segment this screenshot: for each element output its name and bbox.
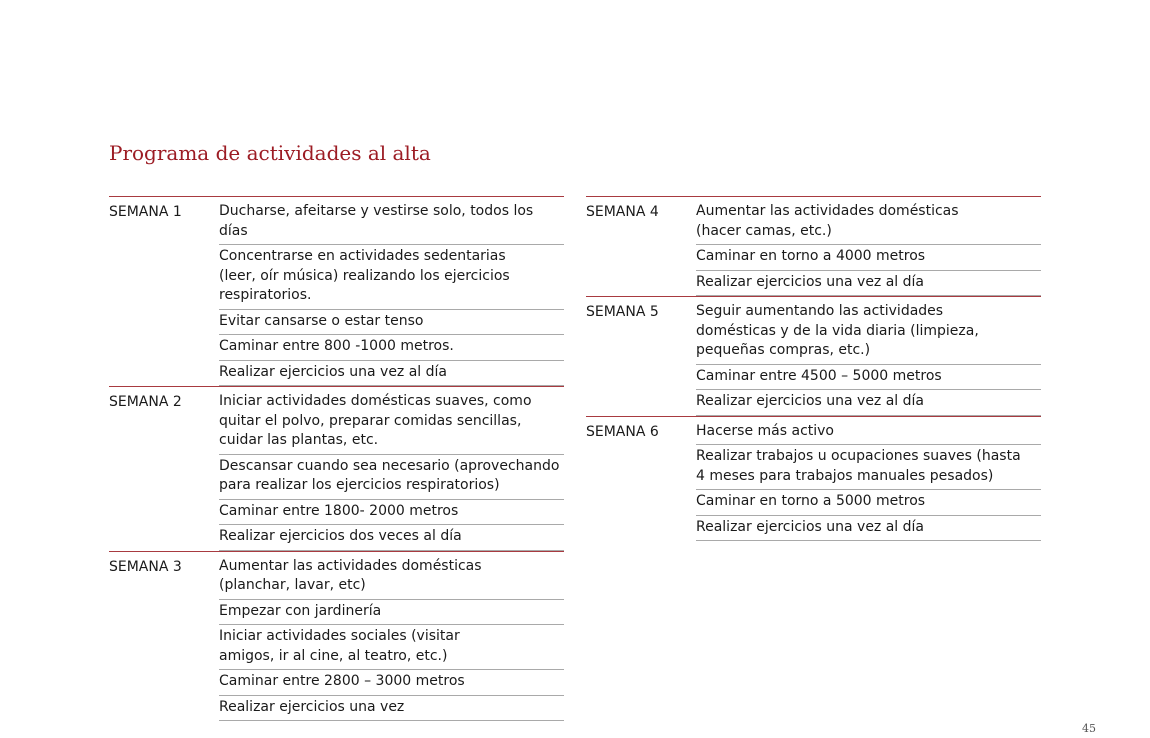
page-number: 45 (1082, 722, 1096, 735)
activity-item: Evitar cansarse o estar tenso (219, 312, 564, 336)
activity-item: Caminar entre 2800 – 3000 metros (219, 672, 564, 696)
activity-item: Realizar ejercicios una vez (219, 698, 564, 722)
activity-item: Concentrarse en actividades sedentarias (leer, oír música) realizando los ejercicios respiratorios. (219, 247, 564, 310)
activity-item: Empezar con jardinería (219, 602, 564, 626)
week-1-section (109, 196, 564, 386)
activity-item: Realizar ejercicios una vez al día (696, 392, 1041, 416)
week-label: SEMANA 1 (109, 204, 182, 220)
activity-item: Caminar entre 4500 – 5000 metros (696, 367, 1041, 391)
week-5-section (586, 296, 1041, 416)
page-title: Programa de actividades al alta (109, 141, 431, 165)
activity-item: Caminar entre 1800- 2000 metros (219, 502, 564, 526)
left-column (109, 196, 564, 721)
week-6-section (586, 416, 1041, 542)
activity-item: Aumentar las actividades domésticas (hacer camas, etc.) (696, 202, 1041, 245)
right-column (586, 196, 1041, 541)
activity-item: Aumentar las actividades domésticas (planchar, lavar, etc) (219, 557, 564, 600)
activity-item: Caminar en torno a 4000 metros (696, 247, 1041, 271)
activity-item: Caminar en torno a 5000 metros (696, 492, 1041, 516)
activity-item: Caminar entre 800 -1000 metros. (219, 337, 564, 361)
activity-item: Realizar trabajos u ocupaciones suaves (hasta 4 meses para trabajos manuales pesados) (696, 447, 1041, 490)
activity-item: Realizar ejercicios una vez al día (696, 518, 1041, 542)
activity-item: Realizar ejercicios dos veces al día (219, 527, 564, 551)
week-label: SEMANA 2 (109, 394, 182, 410)
week-3-section (109, 551, 564, 722)
week-label: SEMANA 4 (586, 204, 659, 220)
activity-item: Descansar cuando sea necesario (aprovechando para realizar los ejercicios respiratorios) (219, 457, 564, 500)
activity-item: Realizar ejercicios una vez al día (696, 273, 1041, 297)
activity-item: Iniciar actividades domésticas suaves, como quitar el polvo, preparar comidas sencillas, cuidar las plantas, etc. (219, 392, 564, 455)
activity-item: Iniciar actividades sociales (visitar amigos, ir al cine, al teatro, etc.) (219, 627, 564, 670)
week-label: SEMANA 5 (586, 304, 659, 320)
activity-item: Ducharse, afeitarse y vestirse solo, todos los días (219, 202, 564, 245)
week-label: SEMANA 6 (586, 423, 659, 440)
activity-item: Seguir aumentando las actividades domésticas y de la vida diaria (limpieza, pequeñas compras, etc.) (696, 302, 1041, 365)
week-4-section (586, 196, 1041, 296)
week-label: SEMANA 3 (109, 558, 182, 575)
activity-item: Realizar ejercicios una vez al día (219, 363, 564, 387)
activity-item: Hacerse más activo (696, 422, 1041, 446)
week-2-section (109, 386, 564, 551)
